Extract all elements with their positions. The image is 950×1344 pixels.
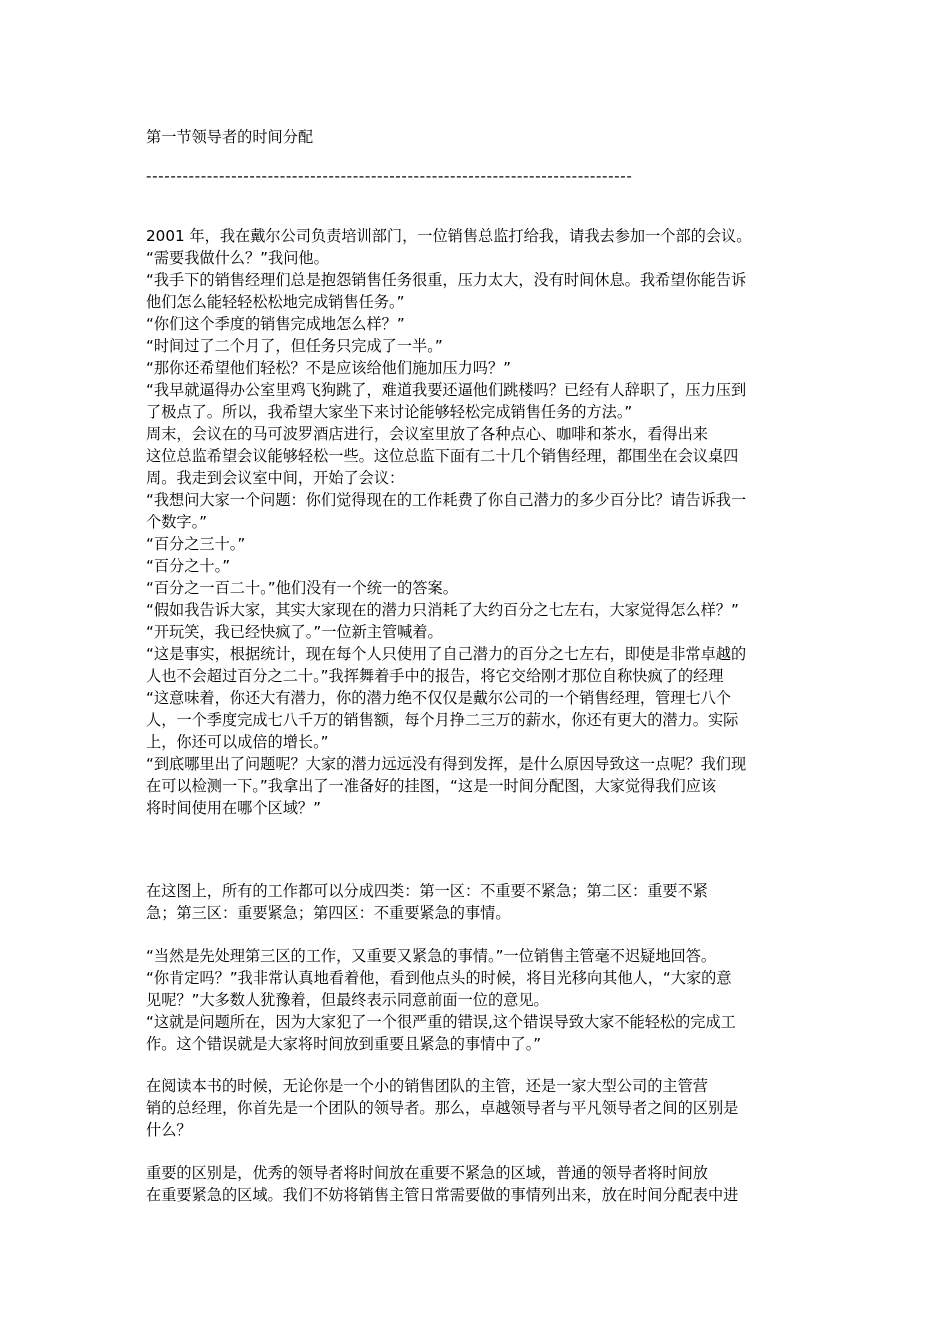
- text-line: “我手下的销售经理们总是抱怨销售任务很重，压力太大，没有时间休息。我希望你能告诉: [146, 271, 747, 289]
- text-line: “这是事实，根据统计，现在每个人只使用了自己潜力的百分之七左右，即使是非常卓越的: [146, 645, 747, 663]
- dialogue-block: [146, 945, 810, 1055]
- text-line: 销的总经理，你首先是一个团队的领导者。那么，卓越领导者与平凡领导者之间的区别是: [146, 1099, 739, 1117]
- text-line: “你肯定吗？”我非常认真地看着他，看到他点头的时候，将目光移向其他人，“大家的意: [146, 969, 732, 987]
- text-line: “假如我告诉大家，其实大家现在的潜力只消耗了大约百分之七左右，大家觉得怎么样？”: [146, 601, 739, 619]
- text-line: 周末，会议在的马可波罗酒店进行，会议室里放了各种点心、咖啡和茶水，看得出来: [146, 425, 708, 443]
- text-line: “需要我做什么？”我问他。: [146, 249, 329, 267]
- paragraph-leaders: [146, 1075, 810, 1141]
- paragraph-difference: [146, 1162, 810, 1206]
- text-line: “开玩笑，我已经快疯了。”一位新主管喊着。: [146, 623, 443, 641]
- text-line: 重要的区别是，优秀的领导者将时间放在重要不紧急的区域，普通的领导者将时间放: [146, 1164, 708, 1182]
- text-line: 人，一个季度完成七八千万的销售额，每个月挣二三万的薪水，你还有更大的潜力。实际: [146, 711, 739, 729]
- text-line: “你们这个季度的销售完成地怎么样？”: [146, 315, 405, 333]
- text-line: “我早就逼得办公室里鸡飞狗跳了，难道我要还逼他们跳楼吗？已经有人辞职了，压力压到: [146, 381, 747, 399]
- text-line: “时间过了二个月了，但任务只完成了一半。”: [146, 337, 443, 355]
- text-line: “到底哪里出了问题呢？大家的潜力远远没有得到发挥，是什么原因导致这一点呢？我们现: [146, 755, 747, 773]
- dashed-divider: --------------------------------------------------------------------------------: [146, 167, 633, 185]
- text-line: 在这图上，所有的工作都可以分成四类：第一区：不重要不紧急；第二区：重要不紧: [146, 882, 708, 900]
- text-line: 见呢？”大多数人犹豫着，但最终表示同意前面一位的意见。: [146, 991, 549, 1009]
- text-line: “那你还希望他们轻松？不是应该给他们施加压力吗？”: [146, 359, 512, 377]
- narrative-block-1: [146, 225, 810, 819]
- text-line: “我想问大家一个问题：你们觉得现在的工作耗费了你自己潜力的多少百分比？请告诉我一: [146, 491, 747, 509]
- text-line: 什么？: [146, 1121, 192, 1139]
- text-line: 周。我走到会议室中间，开始了会议：: [146, 469, 405, 487]
- text-line: 上，你还可以成倍的增长。”: [146, 733, 329, 751]
- text-line: 急；第三区：重要紧急；第四区：不重要紧急的事情。: [146, 904, 511, 922]
- text-line: 2001 年，我在戴尔公司负责培训部门，一位销售总监打给我，请我去参加一个部的会议。: [146, 227, 752, 245]
- text-line: 在可以检测一下。”我拿出了一准备好的挂图，“这是一时间分配图，大家觉得我们应该: [146, 777, 717, 795]
- text-line: 他们怎么能轻轻松松地完成销售任务。”: [146, 293, 405, 311]
- text-line: 个数字。”: [146, 513, 208, 531]
- text-line: 了极点了。所以，我希望大家坐下来讨论能够轻松完成销售任务的方法。”: [146, 403, 633, 421]
- text-line: “百分之十。”: [146, 557, 231, 575]
- text-line: “这就是问题所在，因为大家犯了一个很严重的错误,这个错误导致大家不能轻松的完成工: [146, 1013, 736, 1031]
- text-line: “当然是先处理第三区的工作，又重要又紧急的事情。”一位销售主管毫不迟疑地回答。: [146, 947, 717, 965]
- section-title: 第一节领导者的时间分配: [146, 128, 314, 146]
- text-line: 这位总监希望会议能够轻松一些。这位总监下面有二十几个销售经理，都围坐在会议桌四: [146, 447, 739, 465]
- text-line: 人也不会超过百分之二十。”我挥舞着手中的报告，将它交给刚才那位自称快疯了的经理: [146, 667, 724, 685]
- text-line: 在阅读本书的时候，无论你是一个小的销售团队的主管，还是一家大型公司的主管营: [146, 1077, 708, 1095]
- text-line: “百分之三十。”: [146, 535, 246, 553]
- text-line: 将时间使用在哪个区域？”: [146, 799, 321, 817]
- text-line: “这意味着，你还大有潜力，你的潜力绝不仅仅是戴尔公司的一个销售经理，管理七八个: [146, 689, 731, 707]
- text-line: “百分之一百二十。”他们没有一个统一的答案。: [146, 579, 458, 597]
- text-line: 作。这个错误就是大家将时间放到重要且紧急的事情中了。”: [146, 1035, 542, 1053]
- text-line: 在重要紧急的区域。我们不妨将销售主管日常需要做的事情列出来，放在时间分配表中进: [146, 1186, 739, 1204]
- quadrant-explanation: [146, 880, 810, 924]
